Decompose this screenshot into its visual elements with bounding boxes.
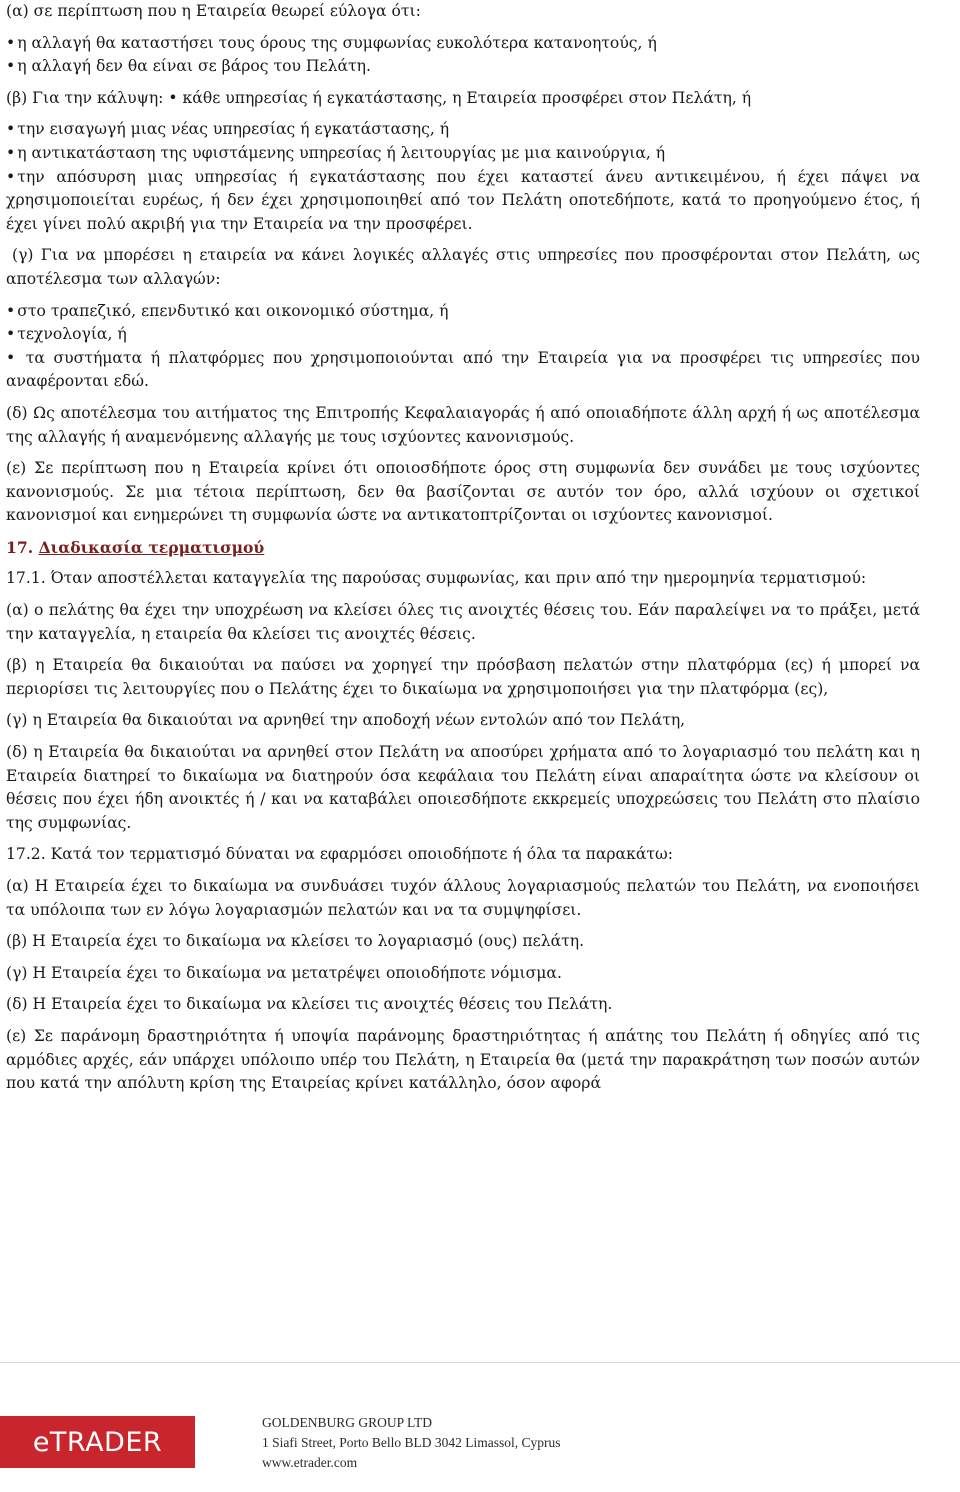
paragraph-17-2-b: (β) Η Εταιρεία έχει το δικαίωμα να κλείσει το λογαριασμό (ους) πελάτη. — [6, 932, 585, 951]
list-item: • η αλλαγή δεν θα είναι σε βάρος του Πελάτη. — [6, 57, 371, 76]
paragraph-17-2-d: (δ) Η Εταιρεία έχει το δικαίωμα να κλείσει τις ανοιχτές θέσεις του Πελάτη. — [6, 995, 613, 1014]
bullet-icon: • — [6, 143, 16, 162]
bullet-icon: • — [6, 57, 16, 76]
section-number: 17. — [6, 537, 39, 557]
paragraph-17-1-d: (δ) η Εταιρεία θα δικαιούται να αρνηθεί στον Πελάτη να αποσύρει χρήματα από το λογαριασμό του πελάτη και η Εταιρεία διατηρεί το δικαίωμα να διατηρούν όσα κεφάλαια του Πελάτη είναι απαραίτητα ώστε να κλείσουν οι θέσεις που έχει ήδη ανοικτές ή / και να καταβάλει οποιεσδήποτε εκκρεμείς υποχρεώσεις του Πελάτη στο πλαίσιο της συμφωνίας. — [6, 743, 920, 832]
bullet-icon: • — [6, 167, 16, 186]
list-item: • η αλλαγή θα καταστήσει τους όρους της συμφωνίας ευκολότερα κατανοητούς, ή — [6, 33, 657, 52]
company-name: GOLDENBURG GROUP LTD — [262, 1415, 433, 1430]
logo-text: eTRADER — [32, 1426, 163, 1458]
paragraph-e: (ε) Σε περίπτωση που η Εταιρεία κρίνει ότι οποιοσδήποτε όρος στη συμφωνία δεν συνάδει με τους ισχύοντες κανονισμούς. Σε μια τέτοια περίπτωση, δεν θα βασίζονται σε αυτόν τον όρο, αλλά ισχύουν οι σχετικοί κανονισμοί και ενημερώνει τη συμφωνία ώστε να αντικατοπτρίζονται οι ισχύοντες κανονισμοί. — [6, 459, 920, 525]
bullet-icon: • — [6, 325, 16, 344]
paragraph-17-2-e: (ε) Σε παράνομη δραστηριότητα ή υποψία παράνομης δραστηριότητας ή απάτης του Πελάτη ή οδηγίες από τις αρμόδιες αρχές, εάν υπάρχει υπόλοιπο υπέρ του Πελάτη, η Εταιρεία θα (μετά την παρακράτηση των ποσών αυτών που κατά την απόλυτη κρίση της Εταιρείας κρίνει κατάλληλο, όσον αφορά — [6, 1026, 920, 1093]
bullet-icon: • — [6, 301, 16, 320]
paragraph-17-1-b: (β) η Εταιρεία θα δικαιούται να παύσει να χορηγεί την πρόσβαση πελατών στην πλατφόρμα (ες) ή μπορεί να περιορίσει τις λειτουργίες που ο Πελάτης έχει το δικαίωμα να χρησιμοποιήσει για την πλατφόρμα (ες), — [6, 656, 920, 698]
company-website[interactable]: www.etrader.com — [262, 1455, 358, 1470]
document-page — [6, 0, 920, 1104]
paragraph-17-1-g: (γ) η Εταιρεία θα δικαιούται να αρνηθεί την αποδοχή νέων εντολών από τον Πελάτη, — [6, 711, 686, 730]
paragraph-b: (β) Για την κάλυψη: • κάθε υπηρεσίας ή εγκατάστασης, η Εταιρεία προσφέρει στον Πελάτη, ή — [6, 88, 752, 107]
paragraph-17-1: 17.1. Όταν αποστέλλεται καταγγελία της παρούσας συμφωνίας, και πριν από την ημερομηνία τερματισμού: — [6, 569, 867, 588]
list-item: • τεχνολογία, ή — [6, 325, 127, 344]
etrader-logo — [0, 1416, 195, 1468]
footer-company-info — [262, 1413, 561, 1473]
footer-divider — [0, 1362, 960, 1363]
paragraph-d: (δ) Ως αποτέλεσμα του αιτήματος της Επιτροπής Κεφαλαιαγοράς ή από οποιαδήποτε άλλη αρχή ή ως αποτέλεσμα της αλλαγής ή αναμενόμενης αλλαγής με τους ισχύοντες κανονισμούς. — [6, 403, 920, 446]
list-item: • την απόσυρση μιας υπηρεσίας ή εγκατάστασης που έχει καταστεί άνευ αντικειμένου, ή έχει πάψει να χρησιμοποιείται ευρέως, ή δεν έχει χρησιμοποιηθεί από τον Πελάτη οποτεδήποτε, κατά το προηγούμενο έτος, ή έχει γίνει πολύ ακριβή για την Εταιρεία να την προσφέρει. — [6, 167, 920, 233]
bullet-icon: • — [6, 348, 16, 367]
bullet-list-b — [6, 118, 920, 236]
paragraph-a: (α) σε περίπτωση που η Εταιρεία θεωρεί εύλογα ότι: — [6, 2, 421, 20]
company-address: 1 Siafi Street, Porto Bello BLD 3042 Limassol, Cyprus — [262, 1435, 561, 1450]
list-item: • η αντικατάσταση της υφιστάμενης υπηρεσίας ή λειτουργίας με μια καινούργια, ή — [6, 143, 666, 162]
bullet-list-g — [6, 300, 920, 394]
list-item: • τα συστήματα ή πλατφόρμες που χρησιμοποιούνται από την Εταιρεία για να προσφέρει τις υπηρεσίες που αναφέρονται εδώ. — [6, 348, 920, 391]
bullet-list-a — [6, 32, 920, 79]
bullet-icon: • — [6, 120, 16, 139]
paragraph-17-2-a: (α) Η Εταιρεία έχει το δικαίωμα να συνδυάσει τυχόν άλλους λογαριασμούς πελατών του Πελάτη, να ενοποιήσει τα υπόλοιπα των εν λόγω λογαριασμών πελατών και να τα συμψηφίσει. — [6, 877, 920, 919]
section-heading — [6, 536, 920, 560]
list-item: • την εισαγωγή μιας νέας υπηρεσίας ή εγκατάστασης, ή — [6, 120, 450, 139]
section-title: Διαδικασία τερματισμού — [38, 537, 265, 557]
paragraph-g: (γ) Για να μπορέσει η εταιρεία να κάνει λογικές αλλαγές στις υπηρεσίες που προσφέρονται στον Πελάτη, ως αποτέλεσμα των αλλαγών: — [6, 246, 920, 288]
paragraph-17-2: 17.2. Κατά τον τερματισμό δύναται να εφαρμόσει οποιοδήποτε ή όλα τα παρακάτω: — [6, 845, 673, 864]
paragraph-17-1-a: (α) ο πελάτης θα έχει την υποχρέωση να κλείσει όλες τις ανοιχτές θέσεις του. Εάν παραλείψει να το πράξει, μετά την καταγγελία, η εταιρεία θα κλείσει τις ανοιχτές θέσεις. — [6, 601, 920, 643]
paragraph-17-2-g: (γ) Η Εταιρεία έχει το δικαίωμα να μετατρέψει οποιοδήποτε νόμισμα. — [6, 963, 562, 982]
bullet-icon: • — [6, 33, 16, 52]
list-item: • στο τραπεζικό, επενδυτικό και οικονομικό σύστημα, ή — [6, 301, 449, 320]
